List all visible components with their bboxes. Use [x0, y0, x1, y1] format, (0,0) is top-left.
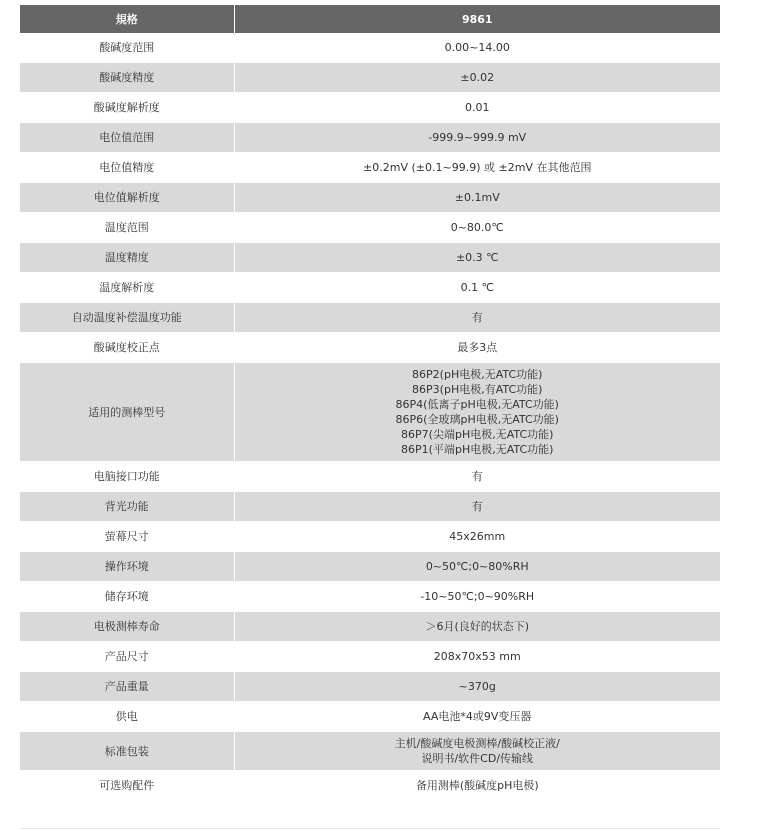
- spec-value-line: 0.01: [465, 101, 490, 114]
- spec-label: 产品重量: [20, 672, 234, 702]
- spec-label: 自动温度补偿温度功能: [20, 303, 234, 333]
- bottom-divider: [20, 828, 720, 829]
- spec-value: [234, 552, 720, 582]
- spec-value: [234, 213, 720, 243]
- table-row: [20, 123, 720, 153]
- spec-value-line: 86P7(尖端pH电极,无ATC功能): [401, 428, 554, 441]
- spec-value: [234, 702, 720, 732]
- spec-value-line: 45x26mm: [449, 530, 506, 543]
- spec-value: [234, 123, 720, 153]
- spec-label: 酸碱度校正点: [20, 333, 234, 363]
- spec-label: 温度精度: [20, 243, 234, 273]
- spec-value-line: 说明书/软件CD/传输线: [421, 752, 534, 765]
- table-row: [20, 243, 720, 273]
- spec-value: [234, 672, 720, 702]
- spec-value-line: 86P4(低离子pH电极,无ATC功能): [395, 398, 559, 411]
- header-spec-label: 規格: [20, 5, 234, 33]
- spec-value-line: 208x70x53 mm: [433, 650, 521, 663]
- spec-value-line: 0.1 ℃: [460, 281, 494, 294]
- spec-value: [234, 363, 720, 462]
- table-row: [20, 552, 720, 582]
- table-row: [20, 462, 720, 492]
- header-row: [20, 5, 720, 33]
- spec-label: 温度解析度: [20, 273, 234, 303]
- spec-label: 电位值解析度: [20, 183, 234, 213]
- table-row: [20, 63, 720, 93]
- spec-value-line: -999.9~999.9 mV: [428, 131, 527, 144]
- spec-value-line: ±0.2mV (±0.1~99.9) 或 ±2mV 在其他范围: [363, 161, 592, 174]
- table-row: [20, 732, 720, 771]
- spec-value: [234, 33, 720, 63]
- spec-label: 电位值范围: [20, 123, 234, 153]
- table-row: [20, 612, 720, 642]
- spec-label: 电位值精度: [20, 153, 234, 183]
- spec-value: [234, 582, 720, 612]
- spec-label: 可选购配件: [20, 771, 234, 801]
- spec-value: [234, 522, 720, 552]
- spec-label: 温度范围: [20, 213, 234, 243]
- table-row: [20, 492, 720, 522]
- spec-value: [234, 771, 720, 801]
- spec-value: [234, 732, 720, 771]
- spec-value: [234, 642, 720, 672]
- spec-value-line: 有: [471, 470, 483, 483]
- table-row: [20, 522, 720, 552]
- table-row: [20, 273, 720, 303]
- spec-label: 电极测棒寿命: [20, 612, 234, 642]
- spec-value: [234, 273, 720, 303]
- spec-value-line: 0~50℃;0~80%RH: [425, 560, 529, 573]
- spec-value: [234, 153, 720, 183]
- header-model-number: 9861: [234, 5, 720, 33]
- spec-value-line: ±0.1mV: [454, 191, 500, 204]
- spec-table-header: [20, 5, 720, 33]
- spec-label: 萤幕尺寸: [20, 522, 234, 552]
- spec-value: [234, 492, 720, 522]
- spec-value-line: ±0.3 ℃: [455, 251, 499, 264]
- table-row: [20, 153, 720, 183]
- spec-value: [234, 612, 720, 642]
- table-row: [20, 672, 720, 702]
- spec-value-line: 主机/酸碱度电极测棒/酸碱校正液/: [394, 737, 560, 750]
- spec-value: [234, 462, 720, 492]
- spec-label: 酸碱度精度: [20, 63, 234, 93]
- spec-value-line: 86P3(pH电极,有ATC功能): [412, 383, 543, 396]
- spec-value-line: -10~50℃;0~90%RH: [420, 590, 535, 603]
- spec-value-line: 0.00~14.00: [444, 41, 510, 54]
- table-row: [20, 702, 720, 732]
- spec-table-body: [20, 33, 720, 801]
- spec-value-line: 备用测棒(酸碱度pH电极): [415, 779, 539, 792]
- table-row: [20, 183, 720, 213]
- table-row: [20, 303, 720, 333]
- spec-label: 标准包装: [20, 732, 234, 771]
- spec-table: [20, 5, 720, 801]
- spec-value-line: ＞6月(良好的状态下): [425, 620, 530, 633]
- table-row: [20, 363, 720, 462]
- spec-label: 供电: [20, 702, 234, 732]
- spec-value-line: 有: [471, 311, 483, 324]
- spec-value: [234, 333, 720, 363]
- spec-value: [234, 93, 720, 123]
- table-row: [20, 771, 720, 801]
- spec-label: 适用的测棒型号: [20, 363, 234, 462]
- spec-value-line: ~370g: [458, 680, 496, 693]
- table-row: [20, 213, 720, 243]
- spec-label: 背光功能: [20, 492, 234, 522]
- spec-value-line: 86P1(平端pH电极,无ATC功能): [401, 443, 554, 456]
- table-row: [20, 582, 720, 612]
- table-row: [20, 33, 720, 63]
- spec-value: [234, 243, 720, 273]
- spec-value-line: 86P6(全玻璃pH电极,无ATC功能): [395, 413, 559, 426]
- spec-value-line: 最多3点: [457, 341, 498, 354]
- spec-value-line: ±0.02: [460, 71, 495, 84]
- spec-value-line: 86P2(pH电极,无ATC功能): [412, 368, 543, 381]
- spec-value: [234, 303, 720, 333]
- spec-label: 酸碱度范围: [20, 33, 234, 63]
- table-row: [20, 333, 720, 363]
- table-row: [20, 93, 720, 123]
- spec-label: 操作环境: [20, 552, 234, 582]
- table-row: [20, 642, 720, 672]
- spec-value: [234, 63, 720, 93]
- spec-label: 酸碱度解析度: [20, 93, 234, 123]
- spec-value-line: 0~80.0℃: [450, 221, 504, 234]
- spec-value-line: AA电池*4或9V变压器: [423, 710, 532, 723]
- spec-value: [234, 183, 720, 213]
- spec-label: 储存环境: [20, 582, 234, 612]
- spec-label: 产品尺寸: [20, 642, 234, 672]
- spec-label: 电脑接口功能: [20, 462, 234, 492]
- spec-value-line: 有: [471, 500, 483, 513]
